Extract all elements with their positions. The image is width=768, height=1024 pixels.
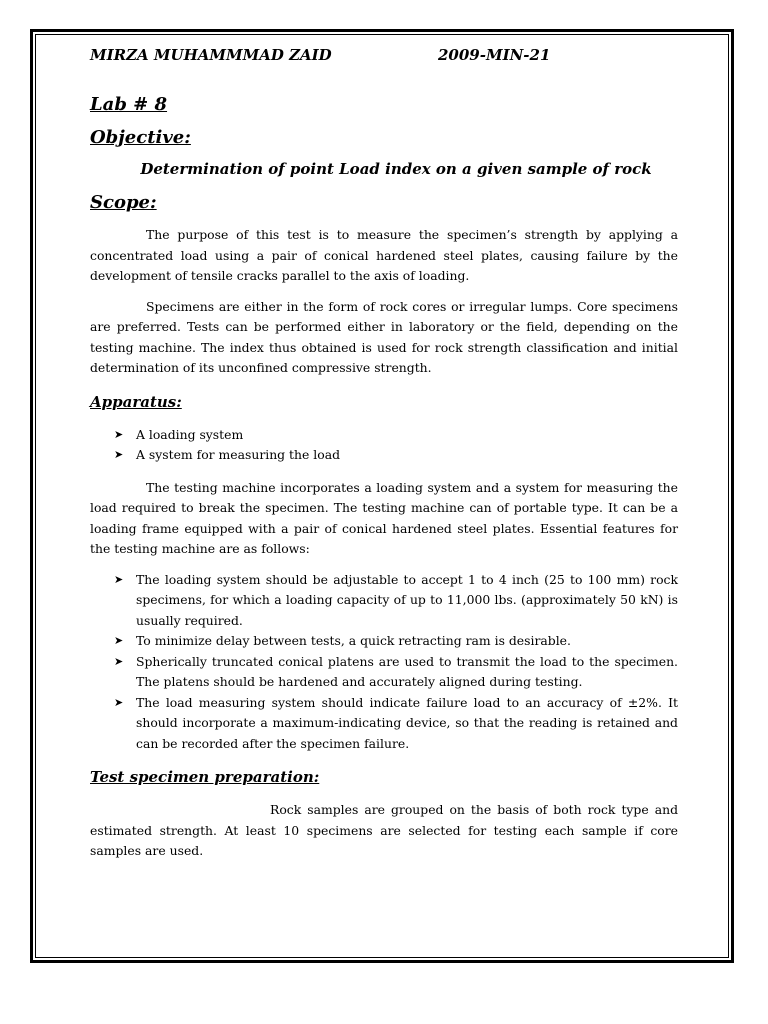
features-list: [90, 570, 678, 755]
arrow-bullet-icon: ➤: [114, 572, 124, 586]
scope-paragraph-1: The purpose of this test is to measure the specimen’s strength by applying a concentrated load using a pair of conical hardened steel plates, causing failure by the development of tensile cracks parallel to the axis of loading.: [90, 227, 678, 283]
apparatus-list: [90, 425, 678, 466]
list-item: ➤ The load measuring system should indicate failure load to an accuracy of ±2%. It should incorporate a maximum-indicating device, so that the reading is retained and can be recorded after the specimen failure.: [114, 694, 678, 751]
list-item: ➤ A system for measuring the load: [114, 445, 678, 466]
header-line: [90, 42, 678, 68]
arrow-bullet-icon: ➤: [114, 448, 124, 461]
arrow-bullet-icon: ➤: [114, 634, 124, 647]
objective-text: Determination of point Load index on a given sample of rock: [140, 160, 652, 178]
document-content: [90, 42, 678, 872]
apparatus-heading: Apparatus:: [90, 392, 182, 411]
preparation-paragraph: Rock samples are grouped on the basis of both rock type and estimated strength. At least 10 specimens are selected for testing each sample if core samples are used.: [90, 802, 678, 858]
list-item: ➤ A loading system: [114, 425, 678, 446]
author-name: MIRZA MUHAMMMAD ZAID: [90, 46, 332, 64]
arrow-bullet-icon: ➤: [114, 654, 124, 668]
roll-number: 2009-MIN-21: [438, 46, 551, 64]
list-item: ➤ The loading system should be adjustable to accept 1 to 4 inch (25 to 100 mm) rock specimens, for which a loading capacity of up to 11,000 lbs. (approximately 50 kN) is usually required.: [114, 571, 678, 628]
lab-title: Lab # 8: [90, 94, 168, 115]
arrow-bullet-icon: ➤: [114, 695, 124, 709]
apparatus-paragraph: The testing machine incorporates a loading system and a system for measuring the load required to break the specimen. The testing machine can of portable type. It can be a loading frame equipped with a pair of conical hardened steel plates. Essential features for the testing machine are as follows:: [90, 479, 678, 556]
scope-paragraph-2: Specimens are either in the form of rock cores or irregular lumps. Core specimens are preferred. Tests can be performed either in laboratory or the field, depending on the testing machine. The index thus obtained is used for rock strength classification and initial determination of its unconfined compressive strength.: [90, 298, 678, 375]
list-item: ➤ To minimize delay between tests, a quick retracting ram is desirable.: [114, 631, 678, 652]
preparation-heading: Test specimen preparation:: [90, 768, 320, 786]
objective-heading: Objective:: [90, 127, 191, 148]
scope-heading: Scope:: [90, 192, 157, 213]
list-item: ➤ Spherically truncated conical platens are used to transmit the load to the specimen. The platens should be hardened and accurately aligned during testing.: [114, 653, 678, 689]
arrow-bullet-icon: ➤: [114, 427, 124, 441]
